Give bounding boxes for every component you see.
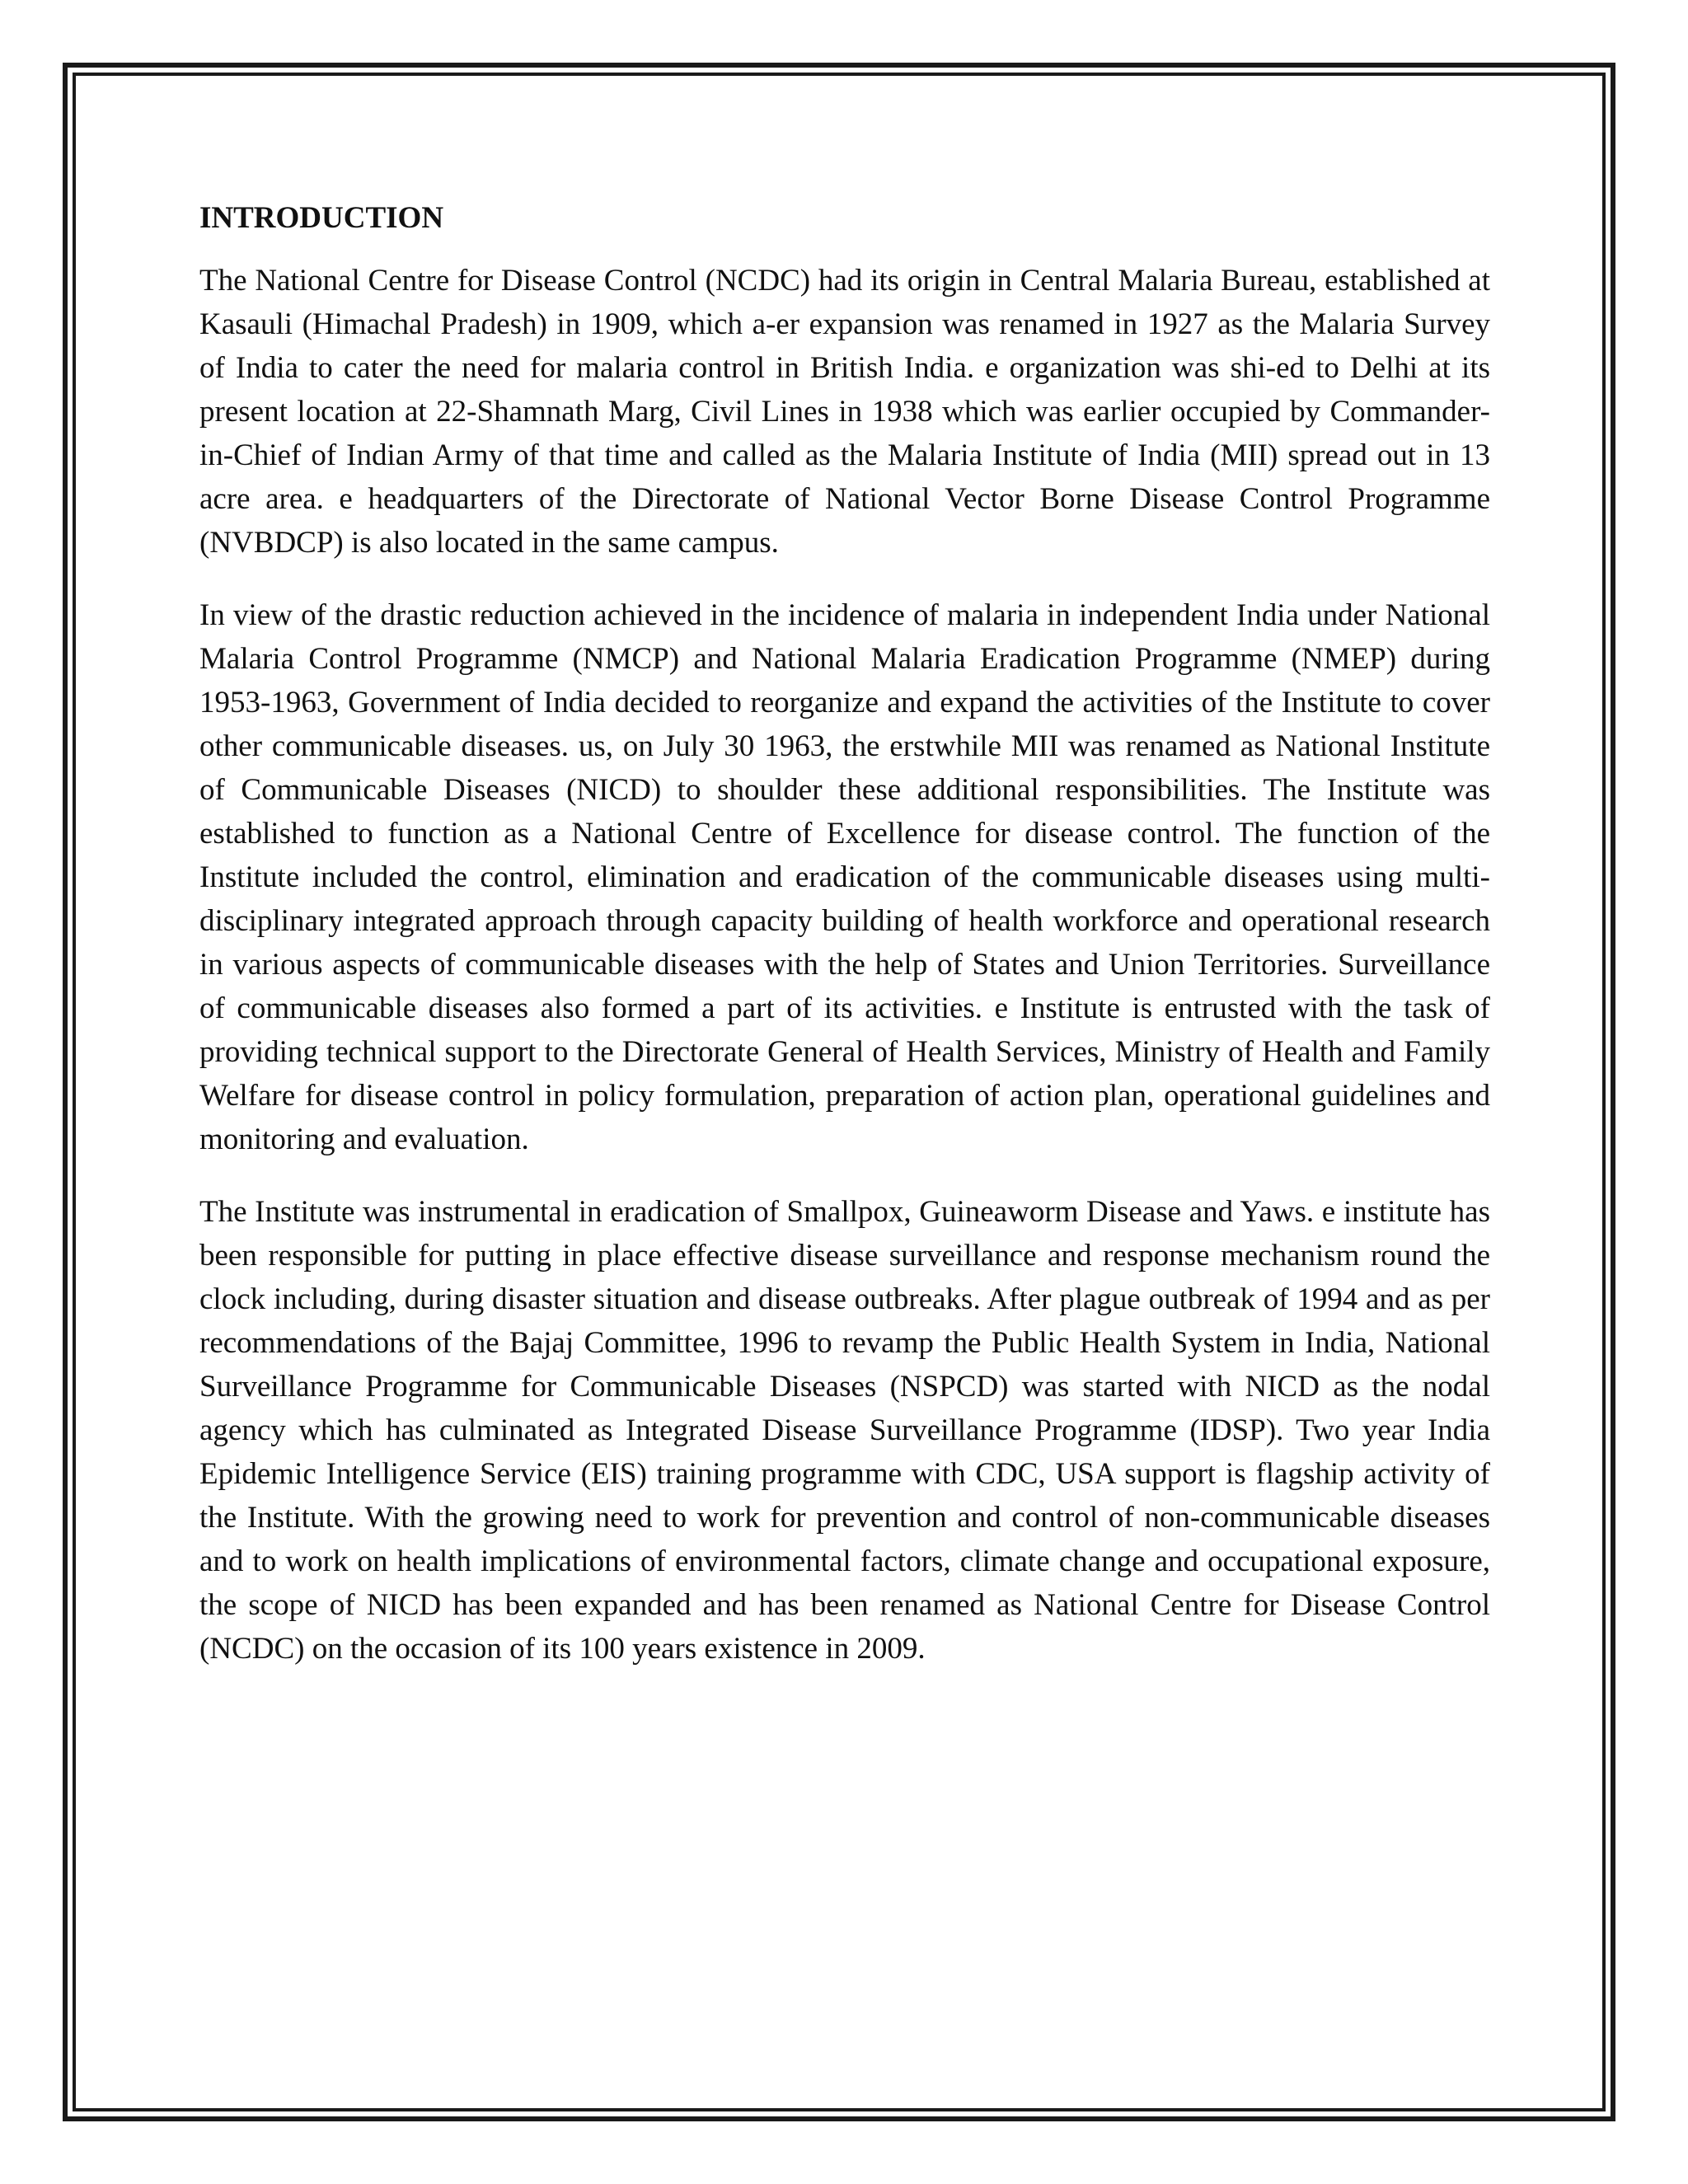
paragraph-achievements: The Institute was instrumental in eradication of Smallpox, Guineaworm Disease and Yaws. e institute has been responsible for putting in place effective disease surveillance and response mechanism round the clock including, during disaster situation and disease outbreaks. After plague outbreak of 1994 and as per recommendations of the Bajaj Committee, 1996 to revamp the Public Health System in India, National Surveillance Programme for Communicable Diseases (NSPCD) was started with NICD as the nodal agency which has culminated as Integrated Disease Surveillance Programme (IDSP). Two year India Epidemic Intelligence Service (EIS) training programme with CDC, USA support is flagship activity of the Institute. With the growing need to work for prevention and control of non-communicable diseases and to work on health implications of environmental factors, climate change and occupational exposure, the scope of NICD has been expanded and has been renamed as National Centre for Disease Control (NCDC) on the occasion of its 100 years existence in 2009.	[199, 1195, 1490, 1666]
paragraph-origin: The National Centre for Disease Control (NCDC) had its origin in Central Malaria Bureau, established at Kasauli (Himachal Pradesh) in 1909, which a-er expansion was renamed in 1927 as the Malaria Survey of India to cater the need for malaria control in British India. e organization was shi-ed to Delhi at its present location at 22-Shamnath Marg, Civil Lines in 1938 which was earlier occupied by Commander-in-Chief of Indian Army of that time and called as the Malaria Institute of India (MII) spread out in 13 acre area. e headquarters of the Directorate of National Vector Borne Disease Control Programme (NVBDCP) is also located in the same campus.	[199, 264, 1490, 560]
section-heading: INTRODUCTION	[199, 201, 444, 235]
paragraph-reorganization: In view of the drastic reduction achieved in the incidence of malaria in independent India under National Malaria Control Programme (NMCP) and National Malaria Eradication Programme (NMEP) during 1953-1963, Government of India decided to reorganize and expand the activities of the Institute to cover other communicable diseases. us, on July 30 1963, the erstwhile MII was renamed as National Institute of Communicable Diseases (NICD) to shoulder these additional responsibilities. The Institute was established to function as a National Centre of Excellence for disease control. The function of the Institute included the control, elimination and eradication of the communicable diseases using multi-disciplinary integrated approach through capacity building of health workforce and operational research in various aspects of communicable diseases with the help of States and Union Territories. Surveillance of communicable diseases also formed a part of its activities. e Institute is entrusted with the task of providing technical support to the Directorate General of Health Services, Ministry of Health and Family Welfare for disease control in policy formulation, preparation of action plan, operational guidelines and monitoring and evaluation.	[199, 598, 1490, 1156]
document-body	[199, 196, 1490, 1699]
